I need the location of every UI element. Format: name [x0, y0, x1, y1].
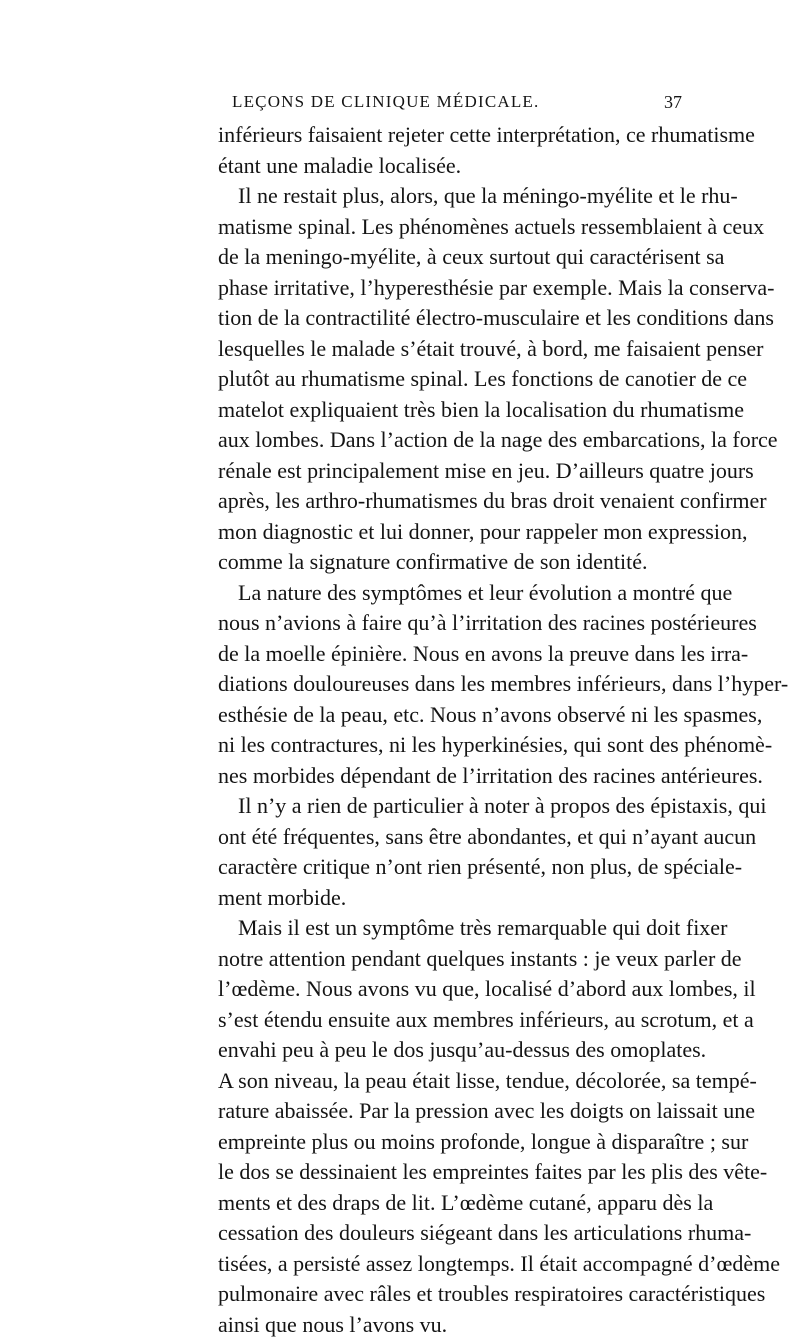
text-line: ont été fréquentes, sans être abondantes, et qui n’ayant aucun — [218, 822, 690, 853]
text-line: A son niveau, la peau était lisse, tendue, décolorée, sa tempé- — [218, 1066, 690, 1097]
page-number: 37 — [664, 92, 682, 113]
running-header — [232, 92, 682, 116]
text-line: caractère critique n’ont rien présenté, non plus, de spéciale- — [218, 852, 690, 883]
text-line: ment morbide. — [218, 883, 690, 914]
text-line: diations douloureuses dans les membres inférieurs, dans l’hyper- — [218, 669, 690, 700]
text-line: de la meningo-myélite, à ceux surtout qui caractérisent sa — [218, 242, 690, 273]
body-text — [218, 120, 690, 1340]
text-line: après, les arthro-rhumatismes du bras droit venaient confirmer — [218, 486, 690, 517]
text-line: pulmonaire avec râles et troubles respiratoires caractéristiques — [218, 1279, 690, 1310]
running-title: LEÇONS DE CLINIQUE MÉDICALE. — [232, 92, 539, 112]
text-line: notre attention pendant quelques instants : je veux parler de — [218, 944, 690, 975]
text-line: ainsi que nous l’avons vu. — [218, 1310, 690, 1340]
text-line: comme la signature confirmative de son identité. — [218, 547, 690, 578]
text-line: nous n’avions à faire qu’à l’irritation des racines postérieures — [218, 608, 690, 639]
text-line: envahi peu à peu le dos jusqu’au-dessus des omoplates. — [218, 1035, 690, 1066]
text-line: La nature des symptômes et leur évolution a montré que — [218, 578, 690, 609]
text-line: cessation des douleurs siégeant dans les articulations rhuma- — [218, 1218, 690, 1249]
text-line: s’est étendu ensuite aux membres inférieurs, au scrotum, et a — [218, 1005, 690, 1036]
text-line: tisées, a persisté assez longtemps. Il était accompagné d’œdème — [218, 1249, 690, 1280]
text-line: de la moelle épinière. Nous en avons la preuve dans les irra- — [218, 639, 690, 670]
text-line: esthésie de la peau, etc. Nous n’avons observé ni les spasmes, — [218, 700, 690, 731]
text-line: matisme spinal. Les phénomènes actuels ressemblaient à ceux — [218, 212, 690, 243]
text-line: phase irritative, l’hyperesthésie par exemple. Mais la conserva- — [218, 273, 690, 304]
text-line: nes morbides dépendant de l’irritation des racines antérieures. — [218, 761, 690, 792]
text-line: plutôt au rhumatisme spinal. Les fonctions de canotier de ce — [218, 364, 690, 395]
text-line: rénale est principalement mise en jeu. D’ailleurs quatre jours — [218, 456, 690, 487]
text-line: rature abaissée. Par la pression avec les doigts on laissait une — [218, 1096, 690, 1127]
text-line: aux lombes. Dans l’action de la nage des embarcations, la force — [218, 425, 690, 456]
text-line: tion de la contractilité électro-musculaire et les conditions dans — [218, 303, 690, 334]
text-line: Mais il est un symptôme très remarquable qui doit fixer — [218, 913, 690, 944]
text-line: inférieurs faisaient rejeter cette interprétation, ce rhumatisme — [218, 120, 690, 151]
text-line: Il ne restait plus, alors, que la méningo-myélite et le rhu- — [218, 181, 690, 212]
text-line: matelot expliquaient très bien la localisation du rhumatisme — [218, 395, 690, 426]
text-line: Il n’y a rien de particulier à noter à propos des épistaxis, qui — [218, 791, 690, 822]
text-line: ments et des draps de lit. L’œdème cutané, apparu dès la — [218, 1188, 690, 1219]
text-line: mon diagnostic et lui donner, pour rappeler mon expression, — [218, 517, 690, 548]
text-line: ni les contractures, ni les hyperkinésies, qui sont des phénomè- — [218, 730, 690, 761]
text-line: l’œdème. Nous avons vu que, localisé d’abord aux lombes, il — [218, 974, 690, 1005]
text-line: étant une maladie localisée. — [218, 151, 690, 182]
text-line: lesquelles le malade s’était trouvé, à bord, me faisaient penser — [218, 334, 690, 365]
text-line: empreinte plus ou moins profonde, longue à disparaître ; sur — [218, 1127, 690, 1158]
text-line: le dos se dessinaient les empreintes faites par les plis des vête- — [218, 1157, 690, 1188]
